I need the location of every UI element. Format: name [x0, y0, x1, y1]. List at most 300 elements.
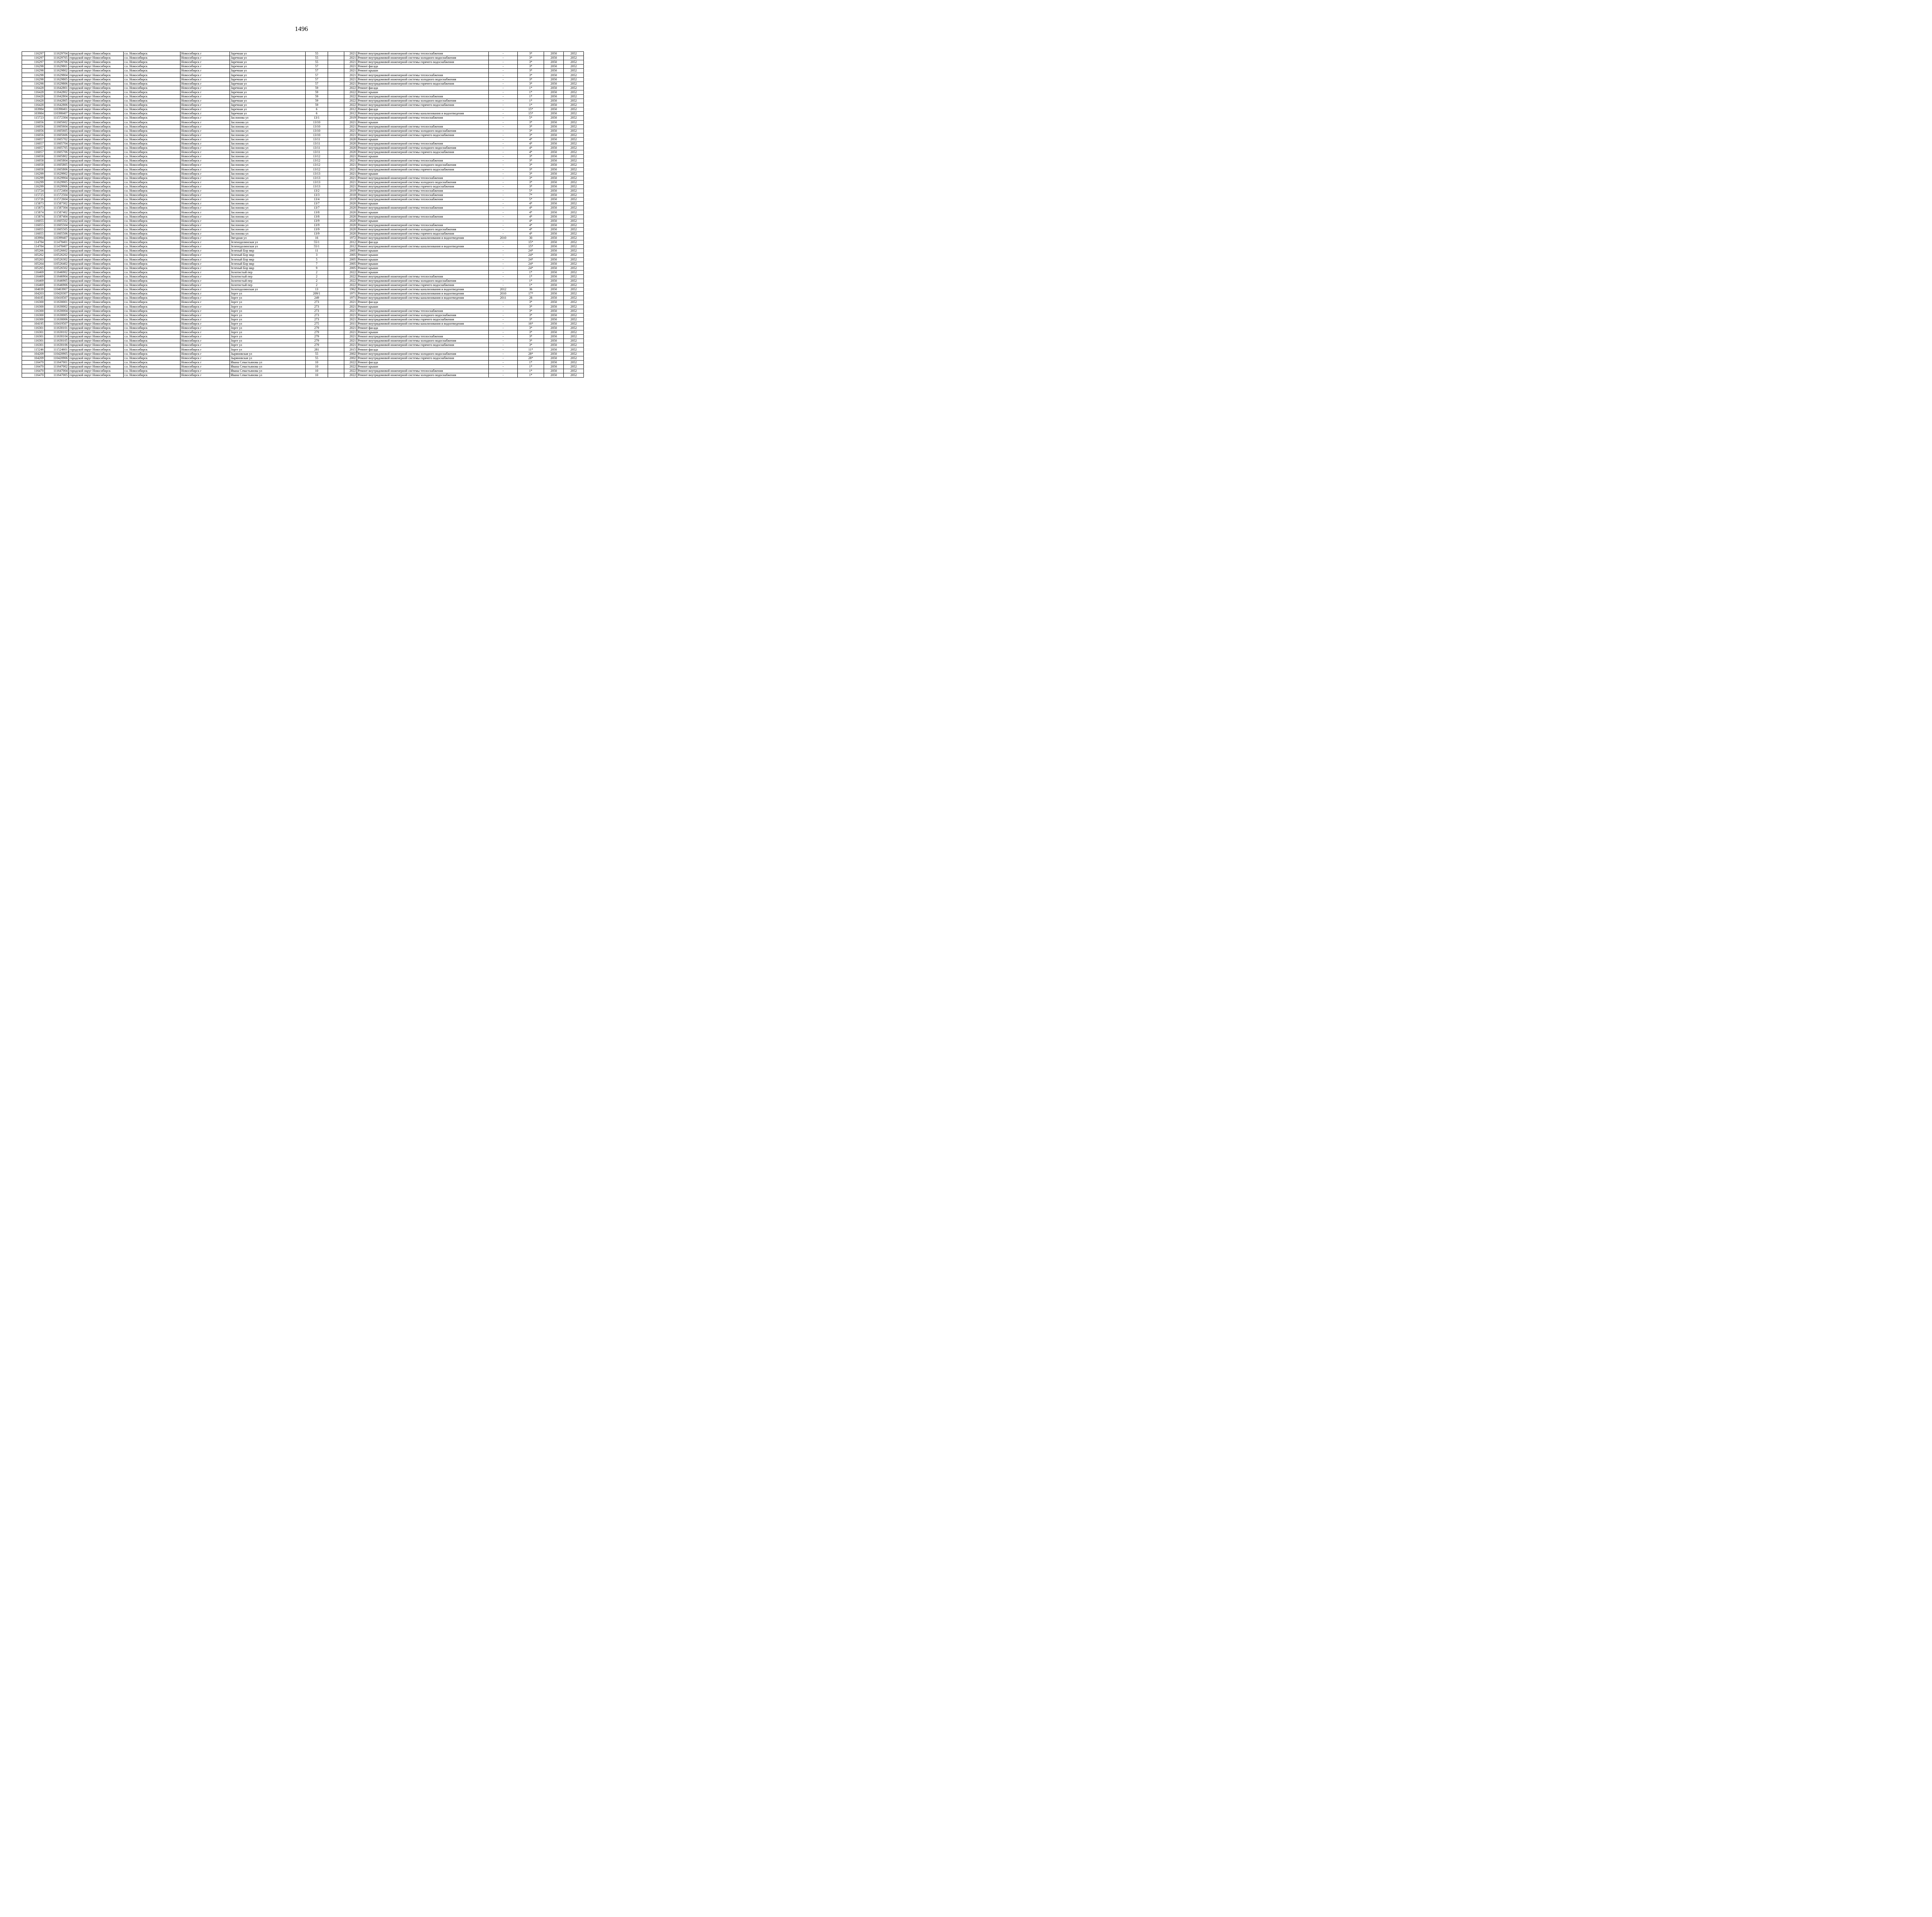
commission-year-cell: 2021 [344, 73, 357, 77]
wear-years-cell: 4* [518, 223, 544, 227]
house-number-cell: 13/3 [306, 193, 328, 197]
work-id-cell: 111587304 [45, 206, 69, 210]
district-cell: г.о. Новосибирск [124, 159, 180, 163]
plan-start-year-cell: 2050 [544, 369, 564, 373]
work-type-cell: Ремонт внутридомовой инженерной системы холодного водоснабжения [357, 129, 489, 133]
last-repair-year-cell: - [489, 253, 518, 257]
house-id-cell: 116300 [22, 300, 45, 305]
plan-start-year-cell: 2050 [544, 292, 564, 296]
wear-years-cell: 4* [518, 215, 544, 219]
building-cell [328, 257, 344, 262]
work-id-cell: 110403907 [45, 288, 69, 292]
plan-end-year-cell: 2052 [564, 219, 584, 223]
building-cell [328, 270, 344, 274]
house-id-cell: 116058 [22, 155, 45, 159]
plan-start-year-cell: 2050 [544, 176, 564, 180]
work-type-cell: Ремонт внутридомовой инженерной системы холодного водоснабжения [357, 99, 489, 103]
table-row [22, 202, 584, 206]
work-id-cell: 111629904 [45, 176, 69, 180]
locality-cell: Новосибирск г [180, 274, 230, 279]
building-cell [328, 373, 344, 378]
table-row [22, 335, 584, 339]
house-number-cell: 279 [306, 339, 328, 343]
house-number-cell: 2 [306, 283, 328, 288]
work-id-cell: 111478407 [45, 245, 69, 249]
plan-start-year-cell: 2050 [544, 283, 564, 288]
plan-end-year-cell: 2052 [564, 279, 584, 283]
commission-year-cell: 2021 [344, 69, 357, 73]
plan-end-year-cell: 2052 [564, 94, 584, 99]
locality-cell: Новосибирск г [180, 155, 230, 159]
wear-years-cell: 1* [518, 90, 544, 94]
street-cell: Заслонова ул [230, 159, 306, 163]
street-cell: Ивана Севастьянова ул [230, 373, 306, 378]
house-number-cell: 13/8 [306, 210, 328, 215]
table-row [22, 364, 584, 369]
work-type-cell: Ремонт внутридомовой инженерной системы теплоснабжения [357, 159, 489, 163]
plan-start-year-cell: 2050 [544, 141, 564, 146]
page-number: 1496 [295, 25, 308, 32]
house-number-cell: 279 [306, 335, 328, 339]
street-cell: Заслонова ул [230, 155, 306, 159]
plan-start-year-cell: 2050 [544, 116, 564, 120]
wear-years-cell: 24* [518, 266, 544, 270]
locality-cell: Новосибирск г [180, 82, 230, 86]
locality-cell: Новосибирск г [180, 56, 230, 60]
locality-cell: Новосибирск г [180, 279, 230, 283]
work-type-cell: Ремонт внутридомовой инженерной системы горячего водоснабжения [357, 184, 489, 189]
table-row [22, 317, 584, 322]
house-number-cell: 13 [306, 288, 328, 292]
commission-year-cell: 2021 [344, 52, 357, 56]
house-number-cell: 55 [306, 60, 328, 65]
district-cell: г.о. Новосибирск [124, 360, 180, 364]
work-type-cell: Ремонт внутридомовой инженерной системы канализования и водоотведения [357, 112, 489, 116]
wear-years-cell: 5* [518, 189, 544, 193]
plan-start-year-cell: 2050 [544, 347, 564, 352]
work-type-cell: Ремонт внутридомовой инженерной системы канализования и водоотведения [357, 296, 489, 300]
work-id-cell: 111629906 [45, 184, 69, 189]
building-cell [328, 300, 344, 305]
last-repair-year-cell: - [489, 163, 518, 167]
work-type-cell: Ремонт внутридомовой инженерной системы канализования и водоотведения [357, 245, 489, 249]
house-id-cell: 114784 [22, 245, 45, 249]
municipality-cell: городской округ Новосибирск [69, 215, 124, 219]
commission-year-cell: 1962 [344, 288, 357, 292]
locality-cell: Новосибирск г [180, 86, 230, 90]
plan-end-year-cell: 2052 [564, 120, 584, 124]
last-repair-year-cell: - [489, 240, 518, 245]
municipality-cell: городской округ Новосибирск [69, 94, 124, 99]
municipality-cell: городской округ Новосибирск [69, 249, 124, 253]
wear-years-cell: 1* [518, 270, 544, 274]
last-repair-year-cell: - [489, 69, 518, 73]
plan-end-year-cell: 2052 [564, 56, 584, 60]
house-number-cell: 55 [306, 52, 328, 56]
street-cell: Зеленый Бор мкр [230, 262, 306, 266]
plan-start-year-cell: 2050 [544, 163, 564, 167]
house-id-cell: 103994 [22, 236, 45, 240]
wear-years-cell: 5* [518, 116, 544, 120]
table-row [22, 270, 584, 274]
work-type-cell: Ремонт крыши [357, 305, 489, 309]
last-repair-year-cell: - [489, 352, 518, 356]
wear-years-cell: 16* [518, 322, 544, 326]
street-cell: Зыряновская ул [230, 356, 306, 360]
work-id-cell: 111647002 [45, 364, 69, 369]
locality-cell: Новосибирск г [180, 356, 230, 360]
last-repair-year-cell: - [489, 90, 518, 94]
plan-start-year-cell: 2050 [544, 305, 564, 309]
locality-cell: Новосибирск г [180, 364, 230, 369]
building-cell [328, 189, 344, 193]
house-id-cell: 116057 [22, 141, 45, 146]
commission-year-cell: 2020 [344, 137, 357, 141]
house-id-cell: 115726 [22, 197, 45, 202]
house-number-cell: 13/1 [306, 116, 328, 120]
work-id-cell: 111572304 [45, 116, 69, 120]
work-id-cell: 111630104 [45, 335, 69, 339]
district-cell: г.о. Новосибирск [124, 317, 180, 322]
house-number-cell: 13/8 [306, 215, 328, 219]
last-repair-year-cell: - [489, 180, 518, 184]
locality-cell: Новосибирск г [180, 335, 230, 339]
house-number-cell: 10 [306, 360, 328, 364]
table-row [22, 86, 584, 90]
work-id-cell: 111605504 [45, 223, 69, 227]
commission-year-cell: 2020 [344, 141, 357, 146]
district-cell: г.о. Новосибирск [124, 202, 180, 206]
commission-year-cell: 1972 [344, 236, 357, 240]
plan-end-year-cell: 2052 [564, 245, 584, 249]
wear-years-cell: 4* [518, 150, 544, 155]
house-number-cell: 13/10 [306, 120, 328, 124]
municipality-cell: городской округ Новосибирск [69, 150, 124, 155]
building-cell [328, 330, 344, 335]
commission-year-cell: 2020 [344, 202, 357, 206]
plan-start-year-cell: 2050 [544, 270, 564, 274]
building-cell [328, 107, 344, 112]
house-number-cell: 7 [306, 262, 328, 266]
plan-start-year-cell: 2050 [544, 146, 564, 150]
house-id-cell: 116299 [22, 172, 45, 176]
last-repair-year-cell: - [489, 300, 518, 305]
last-repair-year-cell: - [489, 266, 518, 270]
house-id-cell: 116469 [22, 274, 45, 279]
plan-start-year-cell: 2050 [544, 322, 564, 326]
commission-year-cell: 2021 [344, 133, 357, 137]
plan-start-year-cell: 2050 [544, 326, 564, 330]
street-cell: Зорге ул [230, 296, 306, 300]
capital-repair-register-table [22, 51, 584, 378]
building-cell [328, 141, 344, 146]
commission-year-cell: 2022 [344, 373, 357, 378]
district-cell: г.о. Новосибирск [124, 155, 180, 159]
wear-years-cell: 1* [518, 283, 544, 288]
work-id-cell: 111587302 [45, 202, 69, 206]
table-row [22, 133, 584, 137]
table-row [22, 339, 584, 343]
municipality-cell: городской округ Новосибирск [69, 262, 124, 266]
plan-end-year-cell: 2052 [564, 90, 584, 94]
wear-years-cell: 4* [518, 141, 544, 146]
locality-cell: Новосибирск г [180, 339, 230, 343]
house-number-cell: 13/2 [306, 189, 328, 193]
building-cell [328, 120, 344, 124]
locality-cell: Новосибирск г [180, 296, 230, 300]
district-cell: г.о. Новосибирск [124, 309, 180, 313]
table-row [22, 296, 584, 300]
locality-cell: Новосибирск г [180, 227, 230, 232]
last-repair-year-cell: - [489, 146, 518, 150]
work-id-cell: 110526402 [45, 262, 69, 266]
work-type-cell: Ремонт внутридомовой инженерной системы канализования и водоотведения [357, 322, 489, 326]
house-id-cell: 104209 [22, 352, 45, 356]
building-cell [328, 60, 344, 65]
commission-year-cell: 2022 [344, 99, 357, 103]
house-id-cell: 103984 [22, 112, 45, 116]
last-repair-year-cell: - [489, 305, 518, 309]
house-id-cell: 116300 [22, 317, 45, 322]
table-row [22, 82, 584, 86]
plan-end-year-cell: 2052 [564, 288, 584, 292]
table-row [22, 107, 584, 112]
last-repair-year-cell: - [489, 322, 518, 326]
house-number-cell: 5 [306, 257, 328, 262]
last-repair-year-cell: - [489, 343, 518, 347]
plan-end-year-cell: 2052 [564, 356, 584, 360]
table-row [22, 326, 584, 330]
house-id-cell: 116428 [22, 90, 45, 94]
building-cell [328, 103, 344, 107]
locality-cell: Новосибирск г [180, 373, 230, 378]
building-cell [328, 176, 344, 180]
municipality-cell: городской округ Новосибирск [69, 77, 124, 82]
district-cell: г.о. Новосибирск [124, 141, 180, 146]
district-cell: г.о. Новосибирск [124, 292, 180, 296]
commission-year-cell: 2002 [344, 352, 357, 356]
house-number-cell: 209/1 [306, 292, 328, 296]
commission-year-cell: 2021 [344, 65, 357, 69]
work-id-cell: 111629905 [45, 180, 69, 184]
work-id-cell: 111629902 [45, 172, 69, 176]
locality-cell: Новосибирск г [180, 184, 230, 189]
municipality-cell: городской округ Новосибирск [69, 193, 124, 197]
building-cell [328, 219, 344, 223]
plan-start-year-cell: 2050 [544, 103, 564, 107]
house-id-cell: 104185 [22, 296, 45, 300]
plan-end-year-cell: 2052 [564, 193, 584, 197]
commission-year-cell: 2019 [344, 197, 357, 202]
plan-end-year-cell: 2052 [564, 274, 584, 279]
last-repair-year-cell: 2011 [489, 296, 518, 300]
house-number-cell: 13/9 [306, 227, 328, 232]
plan-start-year-cell: 2050 [544, 180, 564, 184]
work-type-cell: Ремонт крыши [357, 330, 489, 335]
building-cell [328, 364, 344, 369]
work-id-cell: 111629705 [45, 56, 69, 60]
street-cell: Заречная ул [230, 86, 306, 90]
locality-cell: Новосибирск г [180, 352, 230, 356]
plan-start-year-cell: 2050 [544, 90, 564, 94]
building-cell [328, 245, 344, 249]
plan-start-year-cell: 2050 [544, 335, 564, 339]
building-cell [328, 159, 344, 163]
plan-end-year-cell: 2052 [564, 176, 584, 180]
street-cell: Заслонова ул [230, 180, 306, 184]
work-type-cell: Ремонт внутридомовой инженерной системы холодного водоснабжения [357, 339, 489, 343]
commission-year-cell: 2018 [344, 193, 357, 197]
municipality-cell: городской округ Новосибирск [69, 288, 124, 292]
plan-start-year-cell: 2050 [544, 279, 564, 283]
plan-end-year-cell: 2052 [564, 184, 584, 189]
district-cell: г.о. Новосибирск [124, 77, 180, 82]
locality-cell: Новосибирск г [180, 90, 230, 94]
building-cell [328, 266, 344, 270]
last-repair-year-cell: - [489, 215, 518, 219]
house-id-cell: 115874 [22, 215, 45, 219]
locality-cell: Новосибирск г [180, 193, 230, 197]
house-number-cell: 57 [306, 69, 328, 73]
plan-end-year-cell: 2052 [564, 112, 584, 116]
building-cell [328, 193, 344, 197]
district-cell: г.о. Новосибирск [124, 112, 180, 116]
last-repair-year-cell: 2010 [489, 292, 518, 296]
house-id-cell: 116056 [22, 124, 45, 129]
plan-end-year-cell: 2052 [564, 305, 584, 309]
last-repair-year-cell: - [489, 347, 518, 352]
plan-start-year-cell: 2050 [544, 197, 564, 202]
plan-start-year-cell: 2050 [544, 356, 564, 360]
building-cell [328, 352, 344, 356]
district-cell: г.о. Новосибирск [124, 184, 180, 189]
plan-end-year-cell: 2052 [564, 69, 584, 73]
table-row [22, 197, 584, 202]
house-number-cell: 59 [306, 86, 328, 90]
plan-end-year-cell: 2052 [564, 103, 584, 107]
last-repair-year-cell: - [489, 245, 518, 249]
wear-years-cell: 3* [518, 317, 544, 322]
work-id-cell: 111642801 [45, 86, 69, 90]
plan-start-year-cell: 2050 [544, 227, 564, 232]
municipality-cell: городской округ Новосибирск [69, 141, 124, 146]
house-id-cell: 105266 [22, 249, 45, 253]
district-cell: г.о. Новосибирск [124, 176, 180, 180]
house-number-cell: 13/11 [306, 150, 328, 155]
house-number-cell: 57 [306, 73, 328, 77]
work-id-cell: 111629801 [45, 65, 69, 69]
last-repair-year-cell: - [489, 223, 518, 227]
work-type-cell: Ремонт фасада [357, 326, 489, 330]
work-type-cell: Ремонт крыши [357, 210, 489, 215]
street-cell: Золотистый пер [230, 270, 306, 274]
district-cell: г.о. Новосибирск [124, 369, 180, 373]
house-number-cell: 13/9 [306, 219, 328, 223]
table-row [22, 356, 584, 360]
locality-cell: Новосибирск г [180, 103, 230, 107]
district-cell: г.о. Новосибирск [124, 270, 180, 274]
municipality-cell: городской округ Новосибирск [69, 253, 124, 257]
street-cell: Заслонова ул [230, 137, 306, 141]
wear-years-cell: 28* [518, 352, 544, 356]
commission-year-cell: 2020 [344, 232, 357, 236]
house-number-cell: 273 [306, 305, 328, 309]
house-number-cell: 273 [306, 309, 328, 313]
building-cell [328, 274, 344, 279]
municipality-cell: городской округ Новосибирск [69, 322, 124, 326]
last-repair-year-cell: - [489, 176, 518, 180]
work-id-cell: 111630005 [45, 313, 69, 317]
building-cell [328, 77, 344, 82]
last-repair-year-cell: - [489, 279, 518, 283]
work-id-cell: 111630102 [45, 330, 69, 335]
plan-start-year-cell: 2050 [544, 120, 564, 124]
table-row [22, 137, 584, 141]
house-id-cell: 115724 [22, 189, 45, 193]
district-cell: г.о. Новосибирск [124, 326, 180, 330]
house-id-cell: 116301 [22, 343, 45, 347]
house-id-cell: 116056 [22, 120, 45, 124]
locality-cell: Новосибирск г [180, 197, 230, 202]
last-repair-year-cell: - [489, 210, 518, 215]
work-id-cell: 111605605 [45, 129, 69, 133]
house-id-cell: 115725 [22, 193, 45, 197]
locality-cell: Новосибирск г [180, 189, 230, 193]
street-cell: Заслонова ул [230, 167, 306, 172]
street-cell: Заслонова ул [230, 206, 306, 210]
locality-cell: Новосибирск г [180, 245, 230, 249]
street-cell: Золотодолинская ул [230, 288, 306, 292]
commission-year-cell: 2012 [344, 245, 357, 249]
wear-years-cell: 1* [518, 279, 544, 283]
house-id-cell: 116299 [22, 176, 45, 180]
commission-year-cell: 2022 [344, 86, 357, 90]
work-id-cell: 111647001 [45, 360, 69, 364]
table-row [22, 189, 584, 193]
building-cell [328, 313, 344, 317]
building-cell [328, 223, 344, 227]
locality-cell: Новосибирск г [180, 107, 230, 112]
street-cell: Зеленодолинская ул [230, 245, 306, 249]
table-row [22, 305, 584, 309]
plan-start-year-cell: 2050 [544, 364, 564, 369]
work-id-cell: 111646906 [45, 283, 69, 288]
municipality-cell: городской округ Новосибирск [69, 69, 124, 73]
municipality-cell: городской округ Новосибирск [69, 82, 124, 86]
commission-year-cell: 2021 [344, 124, 357, 129]
building-cell [328, 137, 344, 141]
house-id-cell: 116299 [22, 184, 45, 189]
plan-start-year-cell: 2050 [544, 184, 564, 189]
plan-start-year-cell: 2050 [544, 94, 564, 99]
work-id-cell: 111629804 [45, 73, 69, 77]
work-id-cell: 111629805 [45, 77, 69, 82]
house-number-cell: 6 [306, 112, 328, 116]
commission-year-cell: 2021 [344, 300, 357, 305]
building-cell [328, 73, 344, 77]
building-cell [328, 56, 344, 60]
plan-start-year-cell: 2050 [544, 202, 564, 206]
last-repair-year-cell: - [489, 77, 518, 82]
street-cell: Зорге ул [230, 339, 306, 343]
house-id-cell: 116301 [22, 339, 45, 343]
plan-end-year-cell: 2052 [564, 317, 584, 322]
work-id-cell: 111647004 [45, 369, 69, 373]
work-id-cell: 110526502 [45, 266, 69, 270]
district-cell: г.о. Новосибирск [124, 219, 180, 223]
last-repair-year-cell: - [489, 313, 518, 317]
plan-end-year-cell: 2052 [564, 82, 584, 86]
